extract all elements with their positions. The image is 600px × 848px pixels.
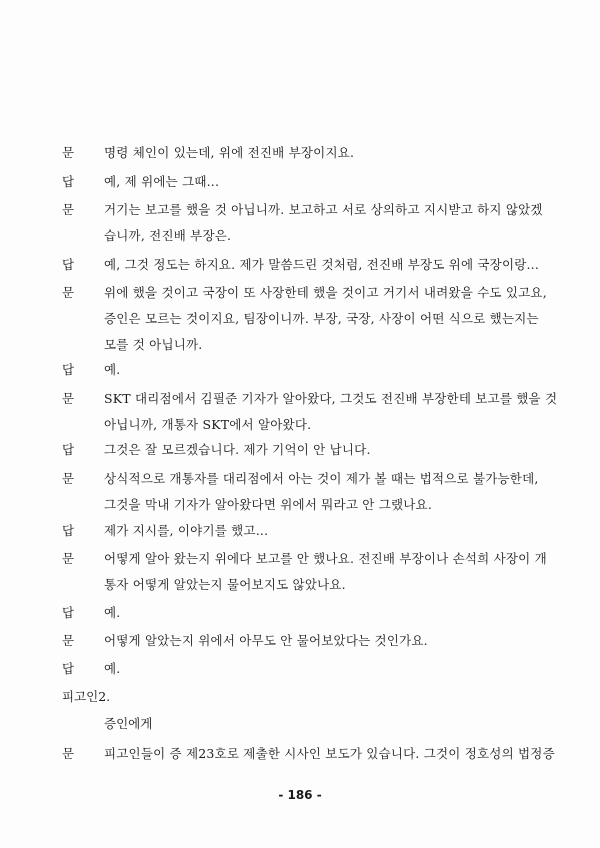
text-line: 상식적으로 개통자를 대리점에서 아는 것이 제가 볼 때는 법적으로 불가능한데, xyxy=(104,471,539,486)
text-line: 어떻게 알아 왔는지 위에다 보고를 안 했나요. 전진배 부장이나 손석희 사장이 개 xyxy=(104,551,547,566)
entry-text xyxy=(104,140,554,166)
text-line: 거기는 보고를 했을 것 아닙니까. 보고하고 서로 상의하고 지시받고 하지 않았겠 xyxy=(104,202,543,217)
entry-text xyxy=(104,628,554,654)
question-marker: 문 xyxy=(62,551,75,566)
text-line: 모를 것 아닙니까. xyxy=(104,337,203,352)
text-line: 예. xyxy=(104,605,121,620)
section-title: 피고인2. xyxy=(62,689,111,704)
question-marker: 문 xyxy=(62,285,75,300)
answer-marker: 답 xyxy=(62,257,75,272)
text-line: 제가 지시를, 이야기를 했고... xyxy=(104,523,269,538)
entry-text xyxy=(104,466,554,518)
answer-marker: 답 xyxy=(62,442,75,457)
entry-text xyxy=(104,546,554,598)
answer-marker: 답 xyxy=(62,661,75,676)
answer-marker: 답 xyxy=(62,523,75,538)
question-marker: 문 xyxy=(62,202,75,217)
page-number: - 186 - xyxy=(278,788,322,802)
question-marker: 문 xyxy=(62,471,75,486)
text-line: 통자 어떻게 알았는지 물어보지도 않았나요. xyxy=(104,577,346,592)
question-marker: 문 xyxy=(62,391,75,406)
text-line: 어떻게 알았는지 위에서 아무도 안 물어보았다는 것인가요. xyxy=(104,633,428,648)
entry-text xyxy=(104,357,554,383)
text-line: 예. xyxy=(104,661,121,676)
text-line: 증인은 모르는 것이지요, 팀장이니까. 부장, 국장, 사장이 어떤 식으로 했는지는 xyxy=(104,311,539,326)
answer-marker: 답 xyxy=(62,174,75,189)
text-line: SKT 대리점에서 김필준 기자가 알아왔다, 그것도 전진배 부장한테 보고를 했을 것 xyxy=(104,391,558,406)
entry-text xyxy=(104,252,554,278)
text-line: 예, 그것 정도는 하지요. 제가 말씀드린 것처럼, 전진배 부장도 위에 국장이랑... xyxy=(104,257,540,272)
text-line: 아닙니까, 개통자 SKT에서 알아왔다. xyxy=(104,417,312,432)
question-marker: 문 xyxy=(62,746,75,761)
question-marker: 문 xyxy=(62,145,75,160)
entry-text xyxy=(104,656,554,682)
entry-text xyxy=(104,518,554,544)
answer-marker: 답 xyxy=(62,362,75,377)
text-line: 습니까, 전진배 부장은. xyxy=(104,228,232,243)
answer-marker: 답 xyxy=(62,605,75,620)
question-marker: 문 xyxy=(62,633,75,648)
text-line: 그것을 막내 기자가 알아왔다면 위에서 뭐라고 안 그랬나요. xyxy=(104,497,432,512)
text-line: 피고인들이 증 제23호로 제출한 시사인 보도가 있습니다. 그것이 정호성의 법정증 xyxy=(104,746,555,761)
text-line: 예. xyxy=(104,362,121,377)
entry-text xyxy=(104,741,554,767)
sub-title: 증인에게 xyxy=(104,716,153,731)
entry-text xyxy=(104,600,554,626)
text-line: 그것은 잘 모르겠습니다. 제가 기억이 안 납니다. xyxy=(104,442,371,457)
entry-text xyxy=(104,197,554,249)
entry-text xyxy=(104,437,554,463)
entry-text xyxy=(104,169,554,195)
text-line: 명령 체인이 있는데, 위에 전진배 부장이지요. xyxy=(104,145,355,160)
text-line: 위에 했을 것이고 국장이 또 사장한테 했을 것이고 거기서 내려왔을 수도 있고요, xyxy=(104,285,547,300)
entry-text xyxy=(104,280,554,358)
text-line: 예, 제 위에는 그때... xyxy=(104,174,220,189)
entry-text xyxy=(104,386,558,438)
